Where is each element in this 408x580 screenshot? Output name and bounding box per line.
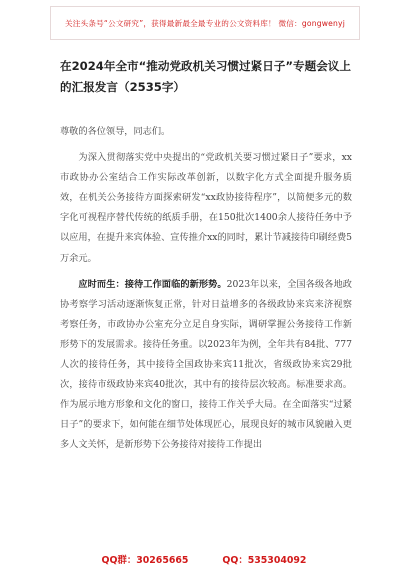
footer-qq: QQ：535304092	[222, 555, 307, 566]
document-title: 在2024年全市“推动党政机关习惯过紧日子”专题会议上的汇报发言（2535字）	[60, 59, 351, 94]
banner-text: 关注头条号“公文研究”，获得最新最全最专业的公文资料库！ 微信：gongwenyj	[64, 18, 346, 28]
paragraph-2-text: 2023年以来，全国各级各地政协考察学习活动逐渐恢复正常，针对日益增多的各级政协来宾来济视察考察任务，市政协办公室充分立足自身实际，调研掌握公务接待工作新形势下的发展需求。接待任务重。以2023年为例，全年共有84批、777人次的接待任务，其中接待全国政协来宾11批次，省级政协来宾29批次，接待市级政协来宾40批次，其中有的接待层次较高。标准要求高。作为展示地方形象和文化的窗口，接待工作关乎大局。在全面落实“过紧日子”的要求下，如何能在细节处体现匠心，展现良好的城市风貌融入更多人文关怀，是新形势下公务接待对接待工作提出	[60, 278, 352, 451]
document-body	[60, 122, 352, 456]
footer-qq-group: QQ群：30265665	[101, 555, 189, 566]
paragraph-2-heading: 应时而生：接待工作面临的新形势。	[78, 278, 227, 290]
salutation: 尊敬的各位领导，同志们。	[60, 126, 171, 137]
footer	[0, 552, 408, 574]
paragraph-1: 为深入贯彻落实党中央提出的“党政机关要习惯过紧日子”要求，xx市政协办公室结合工作实际改革创新，以数字化方式全面提升服务质效，在机关公务接待方面探索研发“xx政协接待程序”，以简便多元的数字化可视程序替代传统的纸质手册，在150批次1400余人接待任务中予以应用，在提升来宾体验、宣传推介xx的同时，累计节减接待印刷经费5万余元。	[60, 152, 352, 264]
top-banner	[50, 6, 360, 40]
paragraph-2	[60, 275, 352, 456]
